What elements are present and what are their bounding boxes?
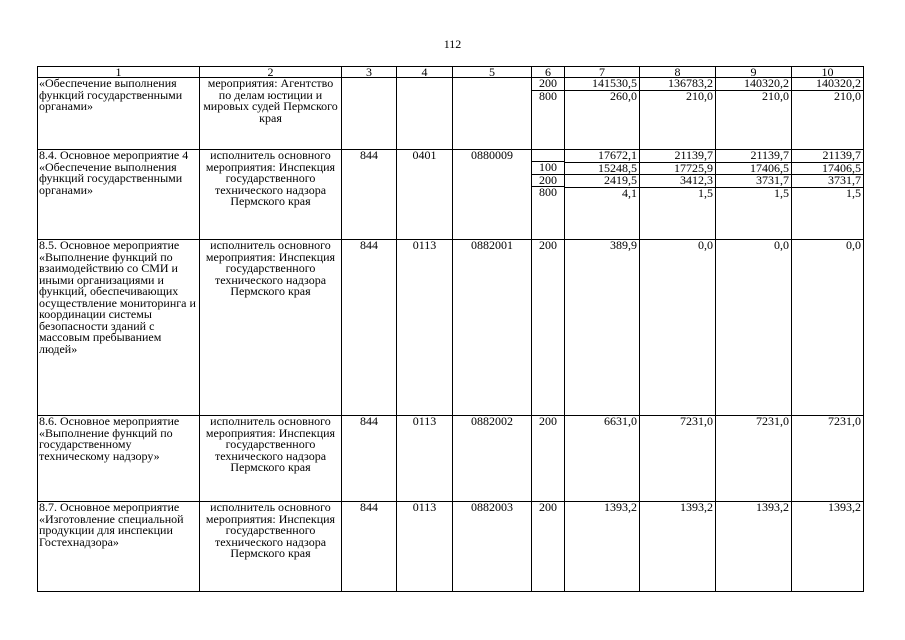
year3-value-cell [716, 150, 792, 240]
measure-name-cell: 8.5. Основное мероприятие «Выполнение функций по взаимодействию со СМИ и иными организациями и функций, обеспечивающих осуществление мониторинга и координации системы безопасности зданий с массовым пребыванием людей» [38, 240, 200, 416]
table-body [38, 78, 864, 592]
year2-value-line: 21139,7 [640, 150, 715, 163]
expense-type-line: 800 [539, 185, 557, 199]
grbs-code-cell: 844 [342, 150, 397, 240]
executor-cell: исполнитель основного мероприятия: Инспекция государственного технического надзора Пермского края [200, 416, 342, 502]
section-code-cell: 0113 [397, 416, 453, 502]
executor-cell: исполнитель основного мероприятия: Инспекция государственного технического надзора Пермского края [200, 240, 342, 416]
header-row [38, 67, 864, 78]
header-cell: 4 [397, 67, 453, 78]
grbs-code-cell: 844 [342, 240, 397, 416]
year3-value-line: 21139,7 [716, 150, 791, 163]
section-code-cell: 0113 [397, 240, 453, 416]
header-cell: 3 [342, 67, 397, 78]
year3-value-cell [716, 416, 792, 502]
table-row [38, 240, 864, 416]
executor-cell: исполнитель основного мероприятия: Инспекция государственного технического надзора Пермского края [200, 502, 342, 592]
grbs-code-cell: 844 [342, 416, 397, 502]
year4-value-line: 17406,5 [792, 163, 863, 176]
year2-value-line: 17725,9 [640, 163, 715, 176]
year1-value-cell [565, 240, 640, 416]
expense-type-cell [532, 240, 565, 416]
year4-value-line: 1,5 [846, 185, 861, 200]
year1-value-line: 15248,5 [565, 163, 639, 176]
year1-value-cell [565, 150, 640, 240]
year4-value-cell [792, 78, 864, 150]
target-article-cell: 0880009 [453, 150, 532, 240]
expense-type-line: 100 [532, 162, 564, 175]
header-cell: 9 [716, 67, 792, 78]
expense-type-cell [532, 416, 565, 502]
year3-value-line: 1393,2 [756, 501, 789, 514]
year3-value-line: 3731,7 [716, 175, 791, 188]
year2-value-cell [640, 416, 716, 502]
year1-value-cell [565, 416, 640, 502]
year1-value-cell [565, 502, 640, 592]
year3-value-line: 0,0 [774, 239, 789, 252]
year1-value-line: 6631,0 [604, 415, 637, 428]
year1-value-cell [565, 78, 640, 150]
year1-value-line: 17672,1 [565, 150, 639, 163]
measure-name-cell: 8.4. Основное мероприятие 4 «Обеспечение выполнения функций государственными органами» [38, 150, 200, 240]
year2-value-line: 1393,2 [680, 501, 713, 514]
section-code-cell: 0401 [397, 150, 453, 240]
table-row [38, 502, 864, 592]
page-number: 112 [443, 37, 462, 51]
year3-value-cell [716, 240, 792, 416]
grbs-code-cell: 844 [342, 502, 397, 592]
year2-value-line: 210,0 [686, 88, 713, 103]
year3-value-line: 17406,5 [716, 163, 791, 176]
expense-type-line: 200 [539, 239, 557, 252]
expense-type-cell [532, 502, 565, 592]
expense-type-line: 200 [532, 175, 564, 188]
year4-value-line: 1393,2 [828, 501, 861, 514]
year2-value-cell [640, 150, 716, 240]
year3-value-cell [716, 78, 792, 150]
header-cell: 10 [792, 67, 864, 78]
header-cell: 6 [532, 67, 565, 78]
year4-value-line: 210,0 [834, 88, 861, 103]
year4-value-cell [792, 150, 864, 240]
table-row [38, 416, 864, 502]
year1-value-line: 389,9 [610, 239, 637, 252]
year4-value-cell [792, 416, 864, 502]
measure-name-cell: «Обеспечение выполнения функций государственными органами» [38, 78, 200, 150]
measure-name-cell: 8.6. Основное мероприятие «Выполнение функций по государственному техническому надзору» [38, 416, 200, 502]
target-article-cell: 0882001 [453, 240, 532, 416]
target-article-cell [453, 78, 532, 150]
year2-value-line: 1,5 [698, 185, 713, 200]
table-row [38, 78, 864, 150]
year1-value-line: 1393,2 [604, 501, 637, 514]
year1-value-line: 141530,5 [565, 78, 639, 91]
section-code-cell [397, 78, 453, 150]
year2-value-cell [640, 78, 716, 150]
measure-name-cell: 8.7. Основное мероприятие «Изготовление специальной продукции для инспекции Гостехнадзора» [38, 502, 200, 592]
year2-value-cell [640, 502, 716, 592]
header-cell: 5 [453, 67, 532, 78]
executor-cell: исполнитель основного мероприятия: Инспекция государственного технического надзора Пермского края [200, 150, 342, 240]
year3-value-line: 7231,0 [756, 415, 789, 428]
year2-value-line: 7231,0 [680, 415, 713, 428]
expense-type-line: 200 [539, 501, 557, 514]
year3-value-line: 1,5 [774, 185, 789, 200]
year1-value-line: 2419,5 [565, 175, 639, 188]
year4-value-line: 21139,7 [792, 150, 863, 163]
year3-value-line: 210,0 [762, 88, 789, 103]
section-code-cell: 0113 [397, 502, 453, 592]
header-cell: 8 [640, 67, 716, 78]
header-cell: 2 [200, 67, 342, 78]
year2-value-line: 3412,3 [640, 175, 715, 188]
header-cell: 1 [38, 67, 200, 78]
year4-value-cell [792, 240, 864, 416]
year3-value-cell [716, 502, 792, 592]
table-row [38, 150, 864, 240]
target-article-cell: 0882003 [453, 502, 532, 592]
year2-value-line: 136783,2 [640, 78, 715, 91]
grbs-code-cell [342, 78, 397, 150]
expense-type-line: 800 [539, 88, 557, 103]
expense-type-cell [532, 150, 565, 240]
year1-value-line: 260,0 [610, 88, 637, 103]
executor-cell: мероприятия: Агентство по делам юстиции и мировых судей Пермского края [200, 78, 342, 150]
year3-value-line: 140320,2 [716, 78, 791, 91]
year2-value-cell [640, 240, 716, 416]
year4-value-line: 140320,2 [792, 78, 863, 91]
year4-value-line: 7231,0 [828, 415, 861, 428]
budget-table [37, 66, 864, 592]
year4-value-line: 0,0 [846, 239, 861, 252]
expense-type-line: 200 [539, 415, 557, 428]
year4-value-cell [792, 502, 864, 592]
target-article-cell: 0882002 [453, 416, 532, 502]
expense-type-line: 200 [532, 78, 564, 91]
year2-value-line: 0,0 [698, 239, 713, 252]
year1-value-line: 4,1 [622, 185, 637, 200]
header-cell: 7 [565, 67, 640, 78]
expense-type-cell [532, 78, 565, 150]
year4-value-line: 3731,7 [792, 175, 863, 188]
